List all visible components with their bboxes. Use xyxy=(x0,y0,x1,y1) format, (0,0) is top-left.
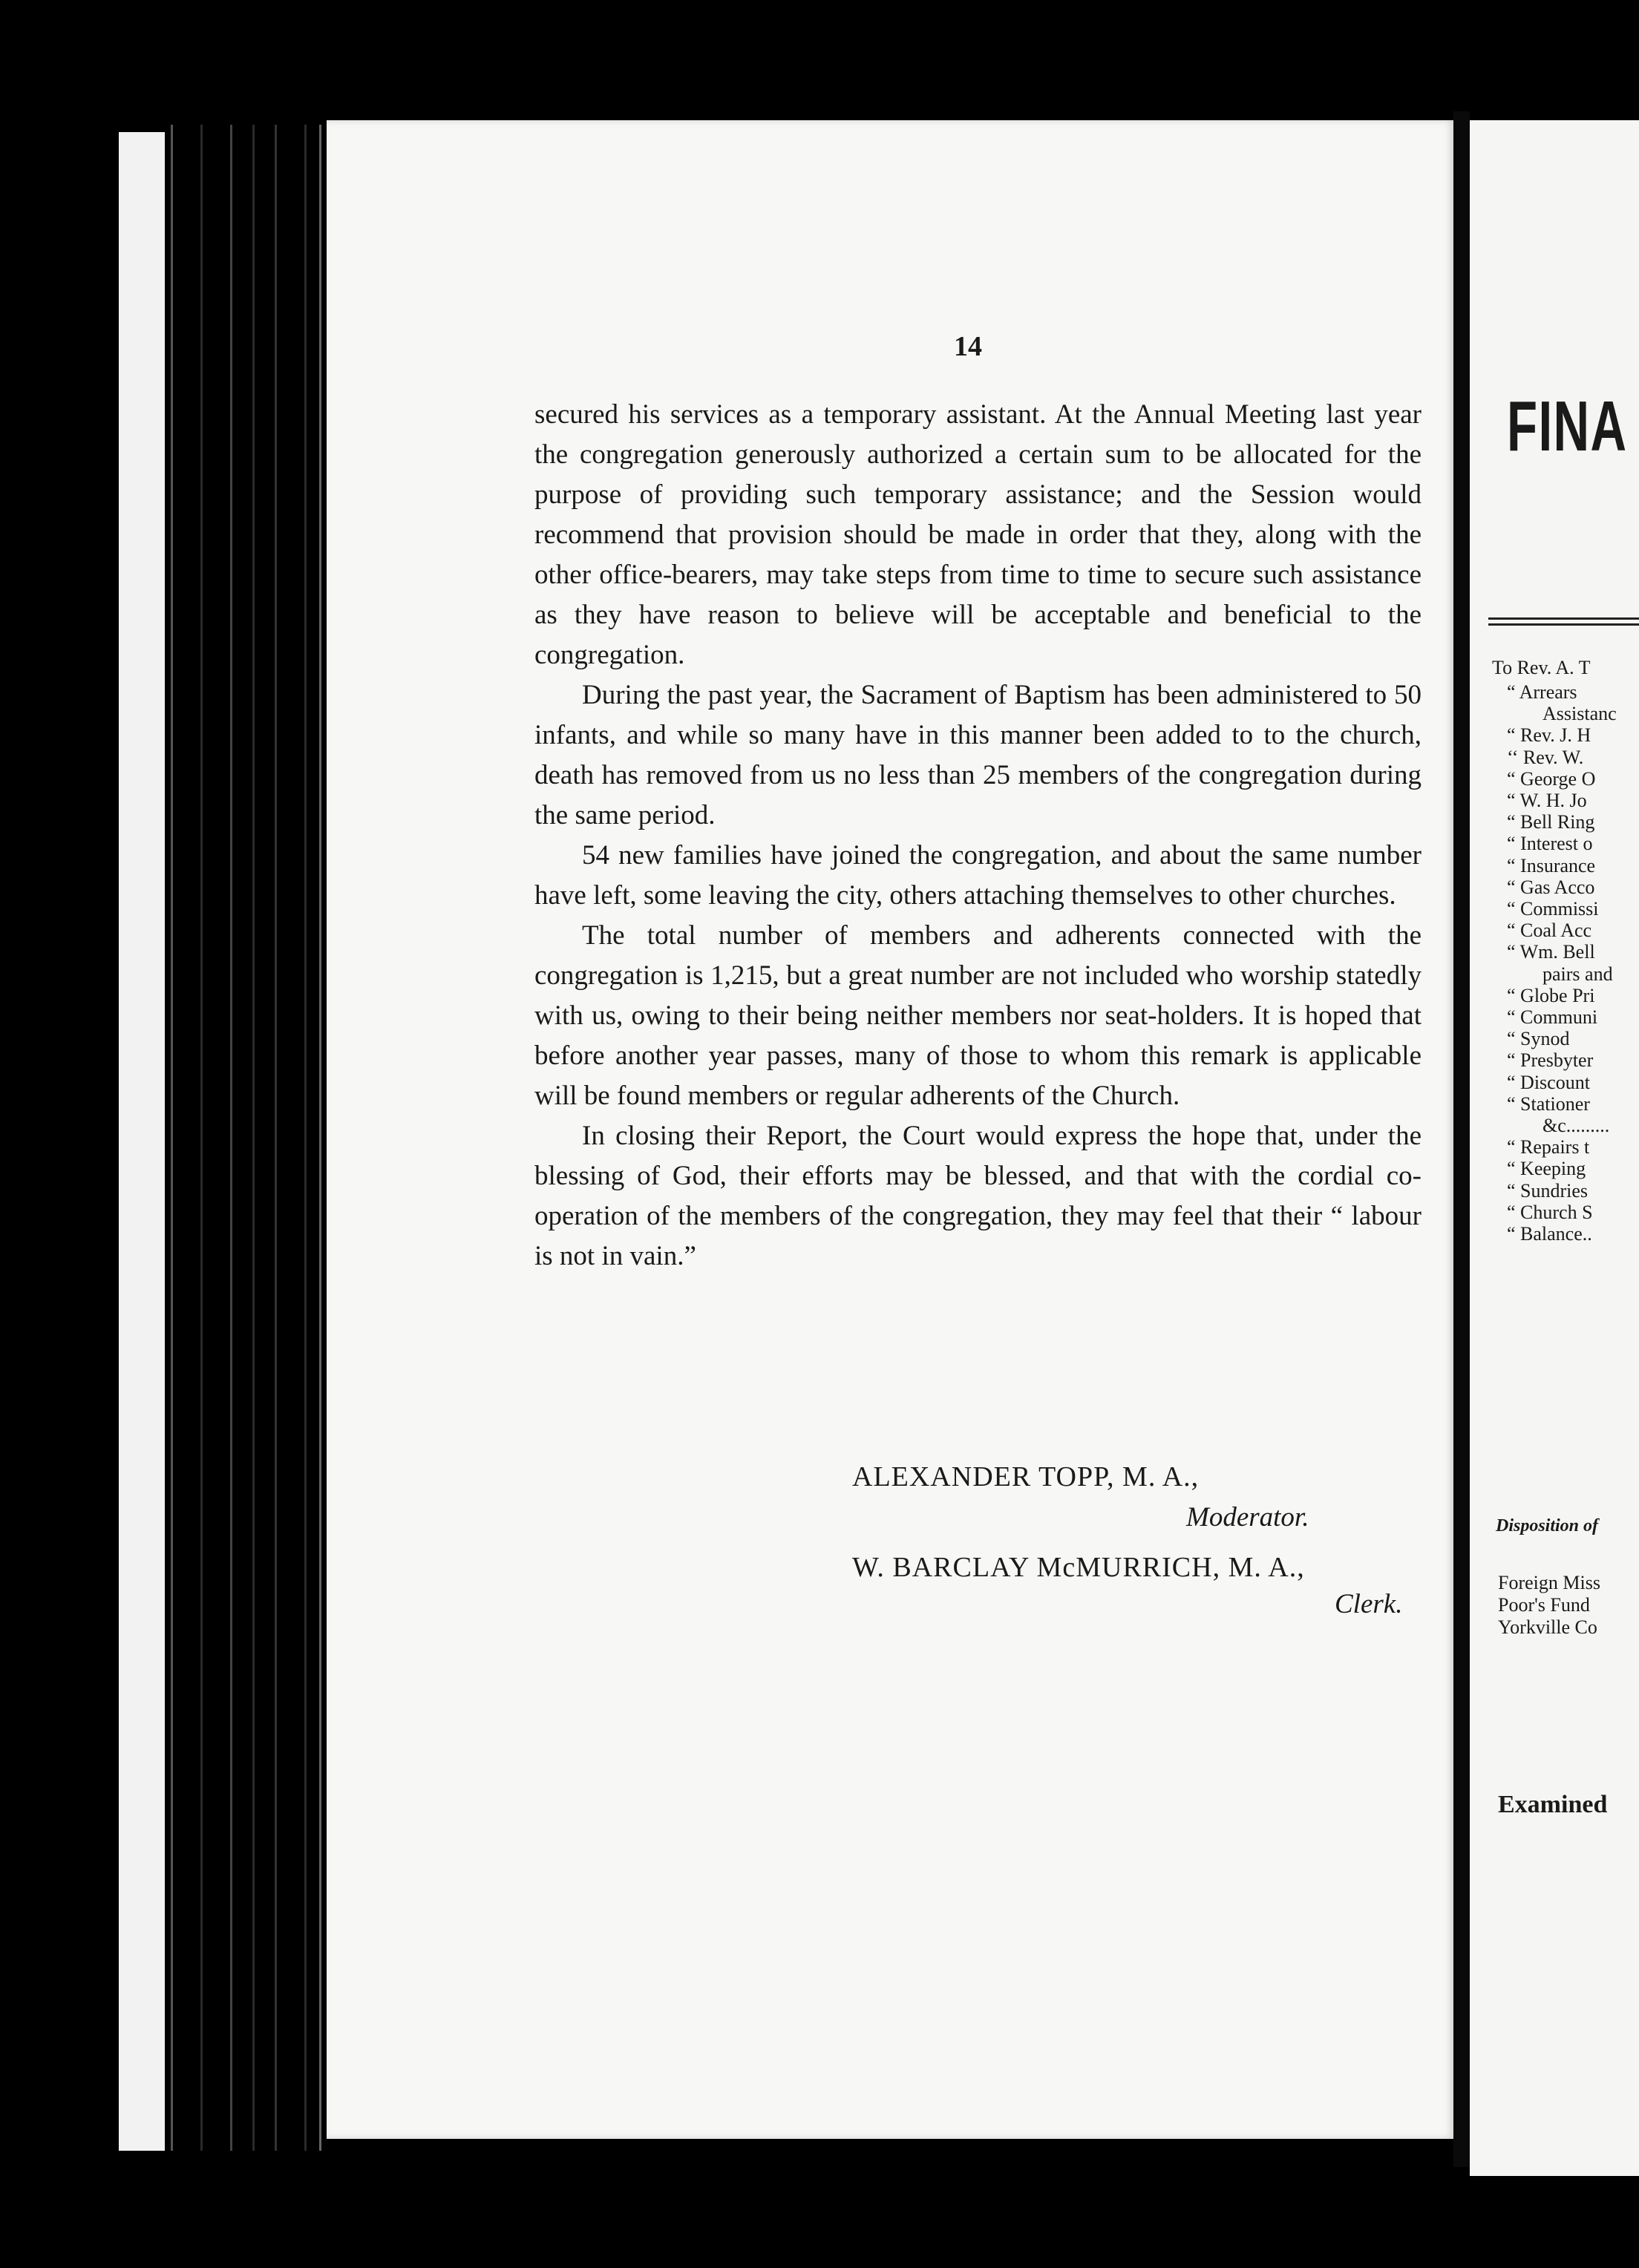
account-item: “ Bell Ring xyxy=(1507,811,1595,833)
account-item: “ Coal Acc xyxy=(1507,920,1592,941)
account-first-line: To Rev. A. T xyxy=(1492,657,1591,678)
scan-background-strip xyxy=(119,132,165,2151)
account-item: “ Sundries xyxy=(1507,1180,1589,1202)
account-item: “ Arrears xyxy=(1507,681,1577,703)
account-item: “ Rev. J. H xyxy=(1507,724,1591,746)
right-page-rule-2 xyxy=(1488,623,1639,626)
page-edges xyxy=(165,125,347,2151)
moderator-title: Moderator. xyxy=(1186,1502,1309,1533)
account-item: “ W. H. Jo xyxy=(1507,790,1587,811)
account-item: “ George O xyxy=(1507,768,1596,790)
account-item: “ Discount xyxy=(1507,1072,1590,1093)
account-item: “ Gas Acco xyxy=(1507,876,1595,898)
book-gutter xyxy=(1453,111,1470,2167)
examined-label: Examined xyxy=(1498,1791,1608,1818)
account-item: Assistanc xyxy=(1543,703,1617,724)
account-item: “ Stationer xyxy=(1507,1093,1590,1115)
clerk-name: W. BARCLAY McMURRICH, M. A., xyxy=(852,1552,1305,1583)
paragraph-1: secured his services as a temporary assistant. At the Annual Meeting last year the congregation generously authorized a certain sum to be allocated for the purpose of providing such temporary assistance; and the Session would recommend that provision should be made in order that they, along with the other office-bearers, may take steps from time to time to secure such assistance as they have reason to believe will be acceptable and beneficial to the congregation. xyxy=(534,399,1422,670)
clerk-title: Clerk. xyxy=(1335,1589,1403,1619)
account-item: “ Repairs t xyxy=(1507,1136,1590,1158)
paragraph-4: The total number of members and adherents connected with the congregation is 1,215, but a great number are not included who worship statedly with us, owing to their being neither members nor seat-holders. It is hoped that before another year passes, many of those to whom this remark is applicable will be found members or regular adherents of the Church. xyxy=(534,920,1422,1111)
right-page-title: FINA xyxy=(1507,387,1628,466)
account-item: “ Wm. Bell xyxy=(1507,941,1595,963)
disposition-item: Poor's Fund xyxy=(1498,1594,1590,1616)
account-item: “ Keeping xyxy=(1507,1158,1586,1179)
account-item: &c......... xyxy=(1543,1115,1610,1136)
account-item: “ Interest o xyxy=(1507,833,1593,854)
account-item: “ Church S xyxy=(1507,1202,1593,1223)
account-item: “ Presbyter xyxy=(1507,1049,1594,1071)
account-item: ‘‘ Rev. W. xyxy=(1507,747,1584,768)
account-item: “ Communi xyxy=(1507,1006,1598,1028)
account-item: pairs and xyxy=(1543,963,1613,985)
account-item: “ Globe Pri xyxy=(1507,985,1595,1006)
account-item: “ Balance.. xyxy=(1507,1223,1592,1245)
paragraph-2: During the past year, the Sacrament of Baptism has been administered to 50 infants, and while so many have in this manner been added to to the church, death has removed from us no less than 25 members of the congregation during the same period. xyxy=(534,680,1422,830)
report-body xyxy=(534,395,1422,1276)
paragraph-5: In closing their Report, the Court would express the hope that, under the blessing of God, their efforts may be blessed, and that with the cordial co-operation of the members of the congregation, they may feel that their “ labour is not in vain.” xyxy=(534,1121,1422,1271)
moderator-name: ALEXANDER TOPP, M. A., xyxy=(852,1461,1200,1492)
account-item: “ Commissi xyxy=(1507,898,1599,920)
paragraph-3: 54 new families have joined the congregation, and about the same number have left, some leaving the city, others attaching themselves to other churches. xyxy=(534,840,1422,911)
right-page-rule xyxy=(1488,617,1639,620)
disposition-label: Disposition of xyxy=(1496,1516,1599,1536)
disposition-item: Yorkville Co xyxy=(1498,1616,1597,1638)
page-number: 14 xyxy=(954,331,982,362)
account-item: “ Synod xyxy=(1507,1028,1570,1049)
account-item: “ Insurance xyxy=(1507,855,1596,876)
disposition-item: Foreign Miss xyxy=(1498,1572,1600,1593)
